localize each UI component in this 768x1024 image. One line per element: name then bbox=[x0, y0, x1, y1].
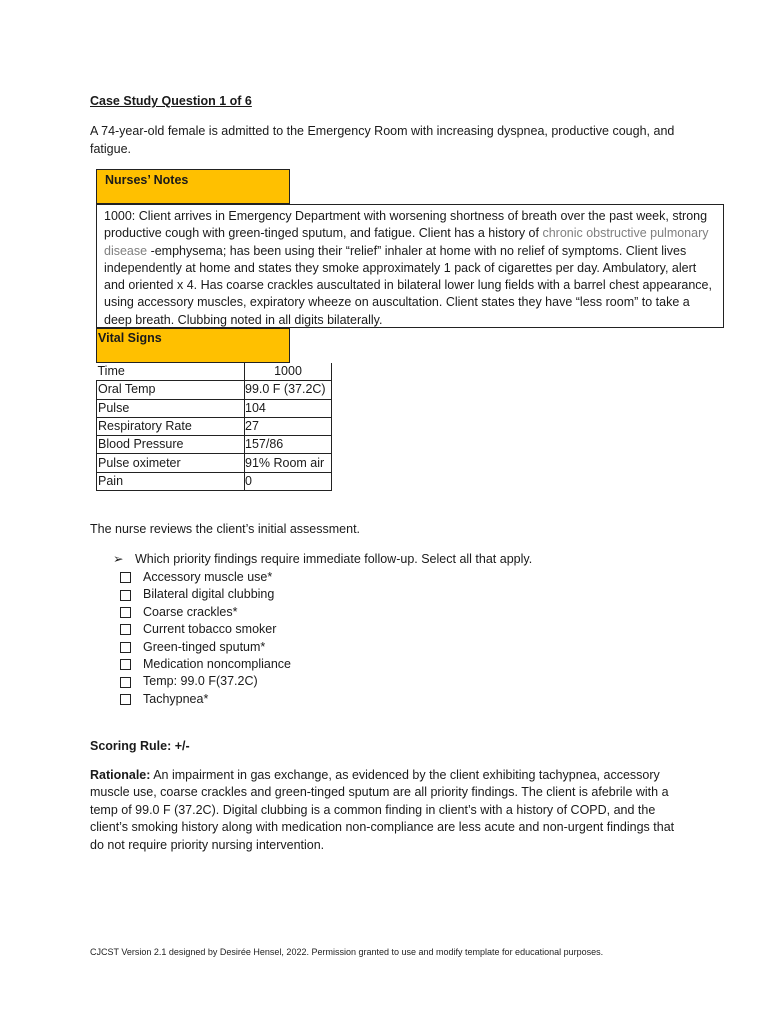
answer-options bbox=[120, 569, 291, 708]
vital-label: Blood Pressure bbox=[97, 436, 245, 454]
table-row bbox=[97, 436, 332, 454]
nurses-notes-header: Nurses’ Notes bbox=[96, 169, 290, 204]
option-item[interactable] bbox=[120, 569, 291, 586]
nurses-notes-text-1: 1000: Client arrives in Emergency Department with worsening shortness of breath over the past week, strong productive cough with green-tinged sputum, and fatigue. Client has a history of bbox=[104, 209, 708, 241]
checkbox[interactable] bbox=[120, 607, 131, 618]
option-label: Tachypnea* bbox=[143, 691, 209, 706]
table-row bbox=[97, 399, 332, 417]
nurses-notes-copd-term: chronic obstructive pulmonary disease bbox=[104, 226, 709, 258]
checkbox[interactable] bbox=[120, 642, 131, 653]
checkbox[interactable] bbox=[120, 677, 131, 688]
vital-value: 157/86 bbox=[245, 436, 332, 454]
checkbox[interactable] bbox=[120, 590, 131, 601]
nurses-notes-body bbox=[96, 204, 724, 328]
checkbox[interactable] bbox=[120, 624, 131, 635]
vital-value: 104 bbox=[245, 399, 332, 417]
rationale-text: An impairment in gas exchange, as evidenced by the client exhibiting tachypnea, accessory muscle use, coarse crackles and green-tinged sputum are all priority findings. The client is afebrile with a temp of 99.0 F (37.2C). Digital clubbing is a common finding in client’s with a history of COPD, and the client’s smoking history along with medication non-compliance are less acute and non-urgent findings that do not require priority nursing intervention. bbox=[90, 768, 675, 852]
vital-value: 0 bbox=[245, 472, 332, 490]
vital-label: Pain bbox=[97, 472, 245, 490]
vital-signs-table bbox=[96, 363, 332, 491]
checkbox[interactable] bbox=[120, 659, 131, 670]
option-label: Temp: 99.0 F(37.2C) bbox=[143, 674, 258, 689]
footer-credit: CJCST Version 2.1 designed by Desirée Hensel, 2022. Permission granted to use and modify template for educational purposes. bbox=[90, 947, 604, 957]
option-label: Current tobacco smoker bbox=[143, 622, 277, 637]
checkbox[interactable] bbox=[120, 694, 131, 705]
table-row bbox=[97, 472, 332, 490]
option-item[interactable] bbox=[120, 673, 291, 690]
option-item[interactable] bbox=[120, 586, 291, 603]
option-label: Green-tinged sputum* bbox=[143, 639, 266, 654]
option-item[interactable] bbox=[120, 604, 291, 621]
vital-label: Pulse oximeter bbox=[97, 454, 245, 472]
option-label: Medication noncompliance bbox=[143, 656, 292, 671]
vital-label: Oral Temp bbox=[97, 381, 245, 399]
table-row bbox=[97, 363, 332, 381]
review-text: The nurse reviews the client’s initial assessment. bbox=[90, 522, 361, 536]
arrow-bullet-icon: ➢ bbox=[113, 552, 124, 566]
vital-value: 1000 bbox=[245, 363, 332, 381]
vital-signs-header: Vital Signs bbox=[96, 328, 290, 363]
vital-label: Respiratory Rate bbox=[97, 417, 245, 435]
vital-value: 27 bbox=[245, 417, 332, 435]
page-title: Case Study Question 1 of 6 bbox=[90, 94, 252, 108]
question bbox=[113, 551, 532, 566]
table-row bbox=[97, 454, 332, 472]
rationale bbox=[90, 767, 690, 854]
question-text: Which priority findings require immediate follow-up. Select all that apply. bbox=[135, 552, 533, 566]
vital-value: 99.0 F (37.2C) bbox=[245, 381, 332, 399]
vital-label: Pulse bbox=[97, 399, 245, 417]
option-label: Bilateral digital clubbing bbox=[143, 587, 275, 602]
option-label: Accessory muscle use* bbox=[143, 570, 273, 584]
table-row bbox=[97, 381, 332, 399]
nurses-notes-text-2: -emphysema; has been using their “relief” inhaler at home with no relief of symptoms. Client lives independently at home and states they smoke approximately 1 pack of cigarettes per day. Ambulatory, alert and oriented x 4. Has coarse crackles auscultated in bilateral lower lung fields with a barrel chest appearance, using accessory muscles, expiratory wheeze on auscultation. Client states they have “less room” to take a deep breath. Clubbing noted in all digits bilaterally. bbox=[104, 243, 712, 327]
option-item[interactable] bbox=[120, 656, 291, 673]
scoring-rule: Scoring Rule: +/- bbox=[90, 739, 190, 753]
option-item[interactable] bbox=[120, 621, 291, 638]
table-row bbox=[97, 417, 332, 435]
option-label: Coarse crackles* bbox=[143, 604, 238, 619]
vital-value: 91% Room air bbox=[245, 454, 332, 472]
option-item[interactable] bbox=[120, 691, 291, 708]
rationale-label: Rationale: bbox=[90, 768, 151, 782]
option-item[interactable] bbox=[120, 639, 291, 656]
checkbox[interactable] bbox=[120, 572, 131, 583]
vital-label: Time bbox=[97, 363, 245, 381]
case-intro: A 74-year-old female is admitted to the Emergency Room with increasing dyspnea, productive cough, and fatigue. bbox=[90, 124, 675, 156]
